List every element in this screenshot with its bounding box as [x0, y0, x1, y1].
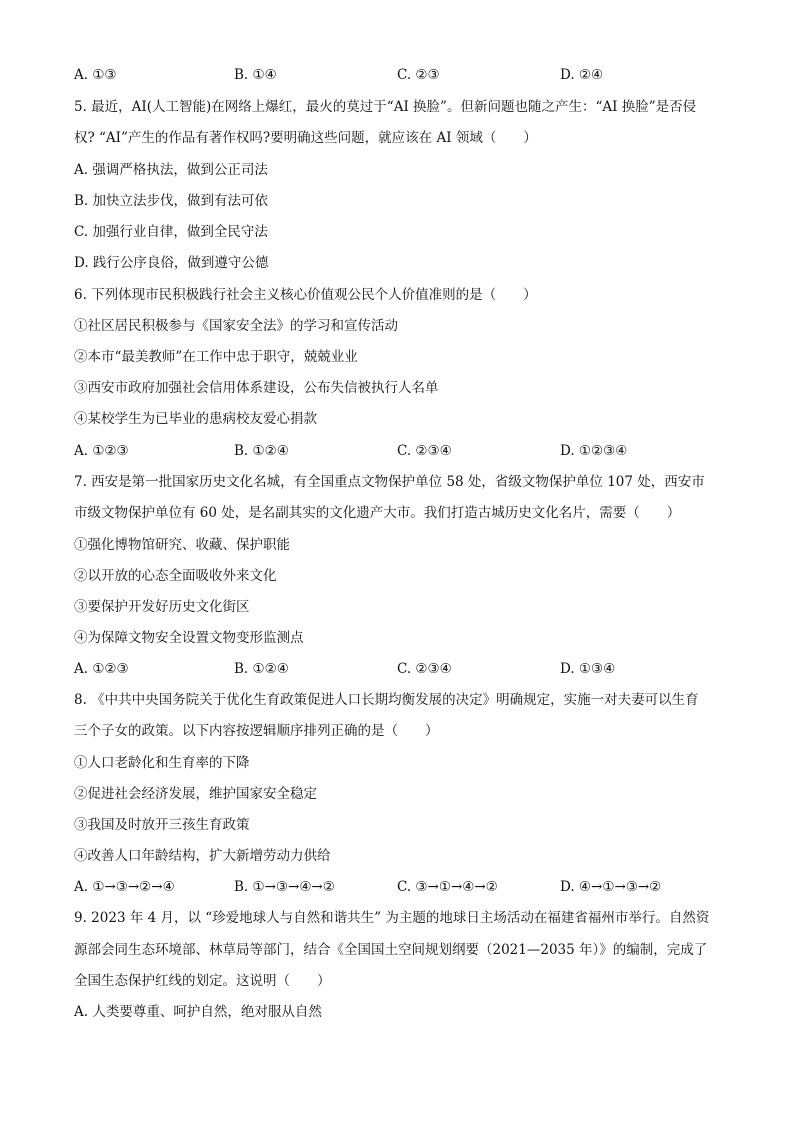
q7-stem-line1: 7. 西安是第一批国家历史文化名城，有全国重点文物保护单位 58 处，省级文物保护单位 107 处，西安市 — [74, 474, 705, 490]
q7-option-c: C. ②③④ — [397, 661, 452, 677]
q6-item-3: ③西安市政府加强社会信用体系建设，公布失信被执行人名单 — [74, 380, 439, 396]
q9-stem-line1: 9. 2023 年 4 月，以 “珍爱地球人与自然和谐共生” 为主题的地球日主场活动在福建省福州市举行。自然资 — [74, 910, 710, 926]
q8-option-c: C. ③→①→④→② — [397, 879, 498, 895]
q6-option-c: C. ②③④ — [397, 443, 452, 459]
q5-option-d: D. 践行公序良俗，做到遵守公德 — [74, 255, 269, 271]
q5-option-a: A. 强调严格执法，做到公正司法 — [74, 162, 268, 178]
q6-item-2: ②本市“最美教师”在工作中忠于职守，兢兢业业 — [74, 349, 358, 365]
q8-stem-line2: 三个子女的政策。以下内容按逻辑顺序排列正确的是（ ） — [74, 723, 439, 739]
q7-option-a: A. ①②③ — [74, 661, 129, 677]
q9-stem-line2: 源部会同生态环境部、林草局等部门，结合《全国国土空间规划纲要（2021—2035 年）》的编制，完成了 — [74, 942, 708, 958]
q5-option-c: C. 加强行业自律，做到全民守法 — [74, 224, 268, 240]
q4-option-c: C. ②③ — [397, 67, 440, 83]
q7-item-3: ③要保护开发好历史文化街区 — [74, 599, 250, 615]
q8-item-4: ④改善人口年龄结构，扩大新增劳动力供给 — [74, 848, 331, 864]
q6-options — [74, 441, 724, 461]
q8-item-1: ①人口老龄化和生育率的下降 — [74, 755, 250, 771]
q9-option-a: A. 人类要尊重、呵护自然，绝对服从自然 — [74, 1004, 322, 1020]
q6-option-b: B. ①②④ — [234, 443, 289, 459]
q8-option-b: B. ①→③→④→② — [234, 879, 335, 895]
q7-stem-line2: 市级文物保护单位有 60 处，是名副其实的文化遗产大市。我们打造古城历史文化名片，需要（ ） — [74, 505, 681, 521]
q8-item-2: ②促进社会经济发展，维护国家安全稳定 — [74, 786, 317, 802]
q6-item-1: ①社区居民积极参与《国家安全法》的学习和宣传活动 — [74, 318, 398, 334]
q5-option-b: B. 加快立法步伐，做到有法可依 — [74, 193, 269, 209]
q8-options — [74, 877, 724, 897]
q6-option-a: A. ①②③ — [74, 443, 129, 459]
q7-item-1: ①强化博物馆研究、收藏、保护职能 — [74, 537, 290, 553]
q4-options — [74, 65, 724, 85]
q7-item-2: ②以开放的心态全面吸收外来文化 — [74, 568, 277, 584]
q8-item-3: ③我国及时放开三孩生育政策 — [74, 817, 250, 833]
q7-option-d: D. ①③④ — [560, 661, 616, 677]
q7-options — [74, 659, 724, 679]
q5-stem-line2: 权? “AI”产生的作品有著作权吗?要明确这些问题，就应该在 AI 领域（ ） — [74, 130, 537, 146]
q8-option-d: D. ④→①→③→② — [560, 879, 662, 895]
q8-option-a: A. ①→③→②→④ — [74, 879, 175, 895]
q4-option-d: D. ②④ — [560, 67, 604, 83]
q8-stem-line1: 8. 《中共中央国务院关于优化生育政策促进人口长期均衡发展的决定》明确规定，实施一对夫妻可以生育 — [74, 692, 699, 708]
q6-option-d: D. ①②③④ — [560, 443, 628, 459]
q6-item-4: ④某校学生为已毕业的患病校友爱心捐款 — [74, 411, 317, 427]
q5-stem-line1: 5. 最近，AI(人工智能)在网络上爆红，最火的莫过于“AI 换脸”。但新问题也随之产生：“AI 换脸”是否侵 — [74, 99, 697, 115]
q7-option-b: B. ①②④ — [234, 661, 289, 677]
q7-item-4: ④为保障文物安全设置文物变形监测点 — [74, 630, 304, 646]
q4-option-b: B. ①④ — [234, 67, 277, 83]
q4-option-a: A. ①③ — [74, 67, 117, 83]
q6-stem: 6. 下列体现市民积极践行社会主义核心价值观公民个人价值准则的是（ ） — [74, 287, 537, 303]
q9-stem-line3: 全国生态保护红线的划定。这说明（ ） — [74, 973, 331, 989]
